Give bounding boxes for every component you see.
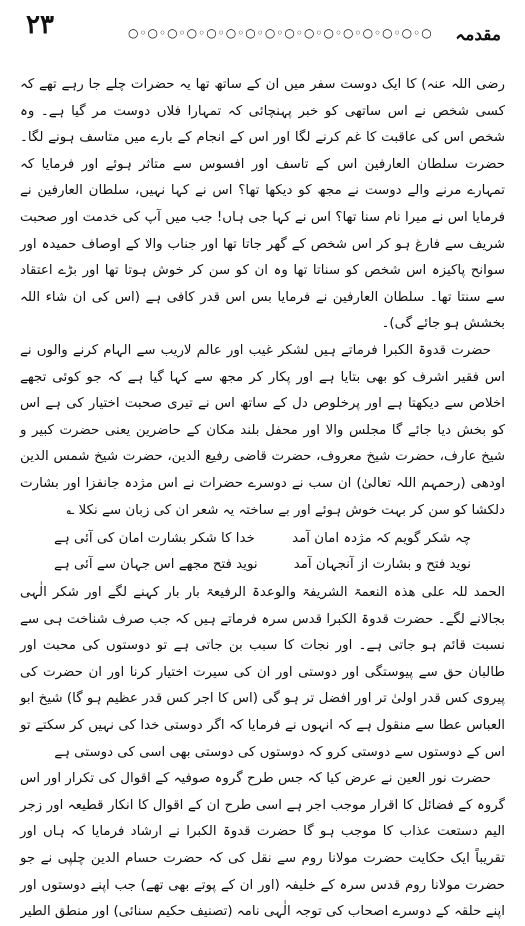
page-number: ۲۳ xyxy=(26,10,54,40)
verse-line xyxy=(20,526,505,552)
running-title: مقدمہ xyxy=(455,25,501,45)
paragraph: حضرت قدوۃ الکبرا فرماتے ہیں لشکر غیب اور عالم لاریب سے الہام کرنے والوں نے اس فقیر اشرف کو بھی بتایا ہے اور پکار کر مجھ سے کہا گیا ہے کہ جو کوئی تجھے اخلاص سے دیکھتا ہے اور پرخلوص دل کے ساتھ اس نے تیری صحبت اختیار کی ہے اس کو بخش دیا جائے گا مجلس والا اور محفل بلند مکان کے حاضرین یعنی حضرت کبیر و شیخ عارف، حضرت شیخ معروف، حضرت قاضی رفیع الدین، حضرت شیخ شمس الدین اودھی (رحمہم اللہ تعالیٰ) ان سب نے دوسرے حضرات نے اس مژدہ جانفزا اور بشارت دلکشا کو سن کر بہت خوش ہوئے اور بے ساختہ یہ شعر ان کی زبان سے نکلا ؎ xyxy=(20,342,505,518)
verse-couplet xyxy=(20,526,505,578)
paragraph: الحمد للہ علی ھذہ النعمۃ الشریفۃ والوعدۃ الرفیعۃ بار بار کہنے لگے اور شکر الٰہی بجالانے لگے۔ حضرت قدوۃ الکبرا قدس سرہ فرماتے ہیں کہ جب صرف شناخت ہی سے نسبت قائم ہو جاتی ہے۔ اور نجات کا سبب بن جاتی ہے تو دوستوں کی محبت اور طالبان حق سے پیوستگی اور دوستی اور ان کی سیرت اختیار کرنا اور ان حضرت کی پیروی کس قدر اولیٰ تر اور افضل تر ہو گی (اس کا اجر کس قدر عظیم ہو گا) شیخ ابو العباس عطا سے منقول ہے کہ انہوں نے فرمایا کہ اگر دوستی خدا کی نہیں کر سکتے تو اس کے دوستوں سے دوستی کرو کہ دوستوں کی دوستی بھی اسی کی دوستی ہے xyxy=(20,585,505,760)
verse-urdu: خدا کا شکر بشارت امان کی آئی ہے xyxy=(54,531,255,547)
ornamental-border: ○◦○◦○◦○◦○◦○◦○◦○◦○◦○◦○◦○◦○◦○◦○◦○ xyxy=(128,26,433,40)
paragraph: حضرت نور العین نے عرض کیا کہ جس طرح گروہ صوفیہ کے اقوال کی تکرار اور اس گروہ کے فضائل کا اقرار موجب اجر ہے اسی طرح ان کے اقوال کا انکار قطیعہ اور زجر الیم دستعت عذاب کا موجب ہو گا حضرت قدوۃ الکبرا نے ارشاد فرمایا کہ ہاں اور تقریباً ایک حکایت حضرت مولانا روم سے نقل کی کہ حضرت حسام الدین چلپی نے جو حضرت مولانا روم قدس سرہ کے خلیفہ (اور ان کے پوتے بھی تھے) جب اپنے دوستوں اور اپنے حلقہ کے دوسرے اصحاب کی توجہ الٰہی نامہ (تصنیف حکیم سنائی) اور منطق الطیر xyxy=(20,771,505,920)
paragraph: رضی اللہ عنہ) کا ایک دوست سفر میں ان کے ساتھ تھا یہ حضرات چلے جا رہے تھے کہ کسی شخص نے اس ساتھی کو خبر پہنچائی کہ تمہارا فلاں دوست مر گیا ہے۔ وہ شخص اس کی عاقبت کا غم کرنے لگا اور اس کے انجام کے بارے میں متاسف ہونے لگا۔ حضرت سلطان العارفین اس کے تاسف اور افسوس سے متاثر ہوئے اور فرمایا کہ تمہارے مرنے والے دوست نے مجھ کو دیکھا تھا؟ اس نے کہا نہیں، سلطان العارفین نے فرمایا اس نے میرا نام سنا تھا؟ اس نے کہا جی ہاں! جب میں آپ کی خدمت اور صحبت شریف سے فارغ ہو کر اس شخص کے گھر جاتا تھا اور جناب والا کے اوصاف حمیدہ اور سوانح پاکیزہ اس شخص کو سناتا تھا وہ ان کو سن کر خوش ہوتا تھا اور بڑے اعتقاد سے سنتا تھا۔ سلطان العارفین نے فرمایا بس اس قدر کافی ہے (اس کی ان شاء اللہ بخشش ہو جائے گی)۔ xyxy=(20,77,505,332)
verse-line xyxy=(20,552,505,578)
page-header xyxy=(18,10,507,60)
body-text xyxy=(20,72,505,926)
verse-persian: چہ شکر گویم کہ مژدہ امان آمد xyxy=(292,531,471,547)
verse-urdu: نوید فتح مجھے اس جہان سے آئی ہے xyxy=(54,557,258,573)
verse-persian: نوید فتح و بشارت از آنجہان آمد xyxy=(293,557,471,573)
